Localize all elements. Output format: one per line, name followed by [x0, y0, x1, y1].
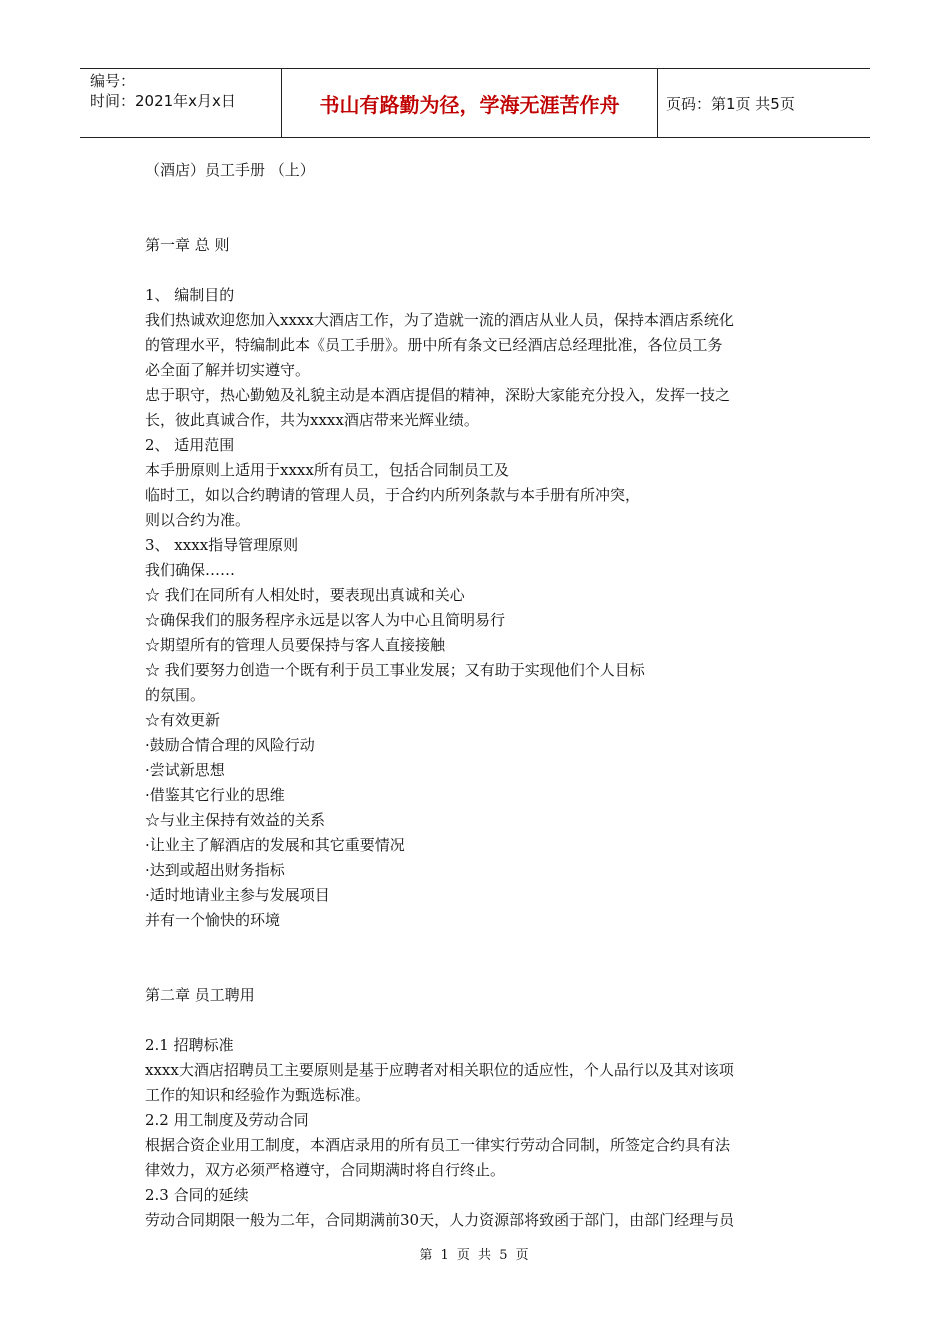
text-line: 忠于职守，热心勤勉及礼貌主动是本酒店提倡的精神，深盼大家能充分投入，发挥一技之 [145, 386, 731, 404]
chapter-2-text [145, 1033, 815, 1233]
date-line: 时间：2021年x月x日 [90, 92, 236, 110]
text-line: 我们热诚欢迎您加入xxxx大酒店工作，为了造就一流的酒店从业人员，保持本酒店系统化 [145, 311, 734, 329]
page-footer: 第 1 页 共 5 页 [419, 1248, 531, 1263]
chapter-heading-1: 第一章 总 则 [145, 236, 230, 254]
text-line: 根据合资企业用工制度，本酒店录用的所有员工一律实行劳动合同制，所签定合约具有法 [145, 1136, 731, 1154]
chapter-heading-2: 第二章 员工聘用 [145, 986, 255, 1004]
text-line: ☆期望所有的管理人员要保持与客人直接接触 [145, 636, 446, 654]
text-line: ·让业主了解酒店的发展和其它重要情况 [145, 836, 405, 854]
page-info: 页码：第1页 共5页 [666, 94, 795, 113]
text-line: 1、 编制目的 [145, 286, 235, 304]
text-line: 2、 适用范围 [145, 436, 235, 454]
text-line: ·适时地请业主参与发展项目 [145, 886, 330, 904]
text-line: 的管理水平，特编制此本《员工手册》。册中所有条文已经酒店总经理批准，各位员工务 [145, 336, 723, 354]
header-meta [80, 69, 282, 137]
text-line: ·尝试新思想 [145, 761, 225, 779]
text-line: 长，彼此真诚合作，共为xxxx酒店带来光辉业绩。 [145, 411, 479, 429]
text-line: ·鼓励合情合理的风险行动 [145, 736, 315, 754]
text-line: 劳动合同期限一般为二年，合同期满前30天，人力资源部将致函于部门，由部门经理与员 [145, 1211, 735, 1229]
text-line: 3、 xxxx指导管理原则 [145, 536, 299, 554]
text-line: ·借鉴其它行业的思维 [145, 786, 285, 804]
text-line: 2.3 合同的延续 [145, 1186, 249, 1204]
text-line: ☆确保我们的服务程序永远是以客人为中心且简明易行 [145, 611, 506, 629]
page-header [80, 68, 870, 138]
motto: 书山有路勤为径，学海无涯苦作舟 [282, 69, 658, 137]
text-line: ☆与业主保持有效益的关系 [145, 811, 326, 829]
text-line: 2.1 招聘标准 [145, 1036, 234, 1054]
text-line: 临时工，如以合约聘请的管理人员，于合约内所列条款与本手册有所冲突， [145, 486, 641, 504]
text-line: 并有一个愉快的环境 [145, 911, 281, 929]
text-line: ☆ 我们要努力创造一个既有利于员工事业发展；又有助于实现他们个人目标 [145, 661, 645, 679]
document-body [145, 158, 815, 1233]
code-label: 编号： [90, 72, 136, 90]
text-line: ☆有效更新 [145, 711, 221, 729]
text-line: ☆ 我们在同所有人相处时，要表现出真诚和关心 [145, 586, 465, 604]
text-line: 的氛围。 [145, 686, 206, 704]
chapter-1-text [145, 283, 815, 933]
text-line: xxxx大酒店招聘员工主要原则是基于应聘者对相关职位的适应性，个人品行以及其对该项 [145, 1061, 734, 1079]
text-line: 工作的知识和经验作为甄选标准。 [145, 1086, 371, 1104]
text-line: 律效力，双方必须严格遵守，合同期满时将自行终止。 [145, 1161, 506, 1179]
text-line: 则以合约为准。 [145, 511, 251, 529]
text-line: 必全面了解并切实遵守。 [145, 361, 311, 379]
text-line: 我们确保…… [145, 561, 236, 579]
document-title: （酒店）员工手册 （上） [145, 161, 315, 179]
text-line: 2.2 用工制度及劳动合同 [145, 1111, 309, 1129]
text-line: ·达到或超出财务指标 [145, 861, 285, 879]
text-line: 本手册原则上适用于xxxx所有员工，包括合同制员工及 [145, 461, 509, 479]
